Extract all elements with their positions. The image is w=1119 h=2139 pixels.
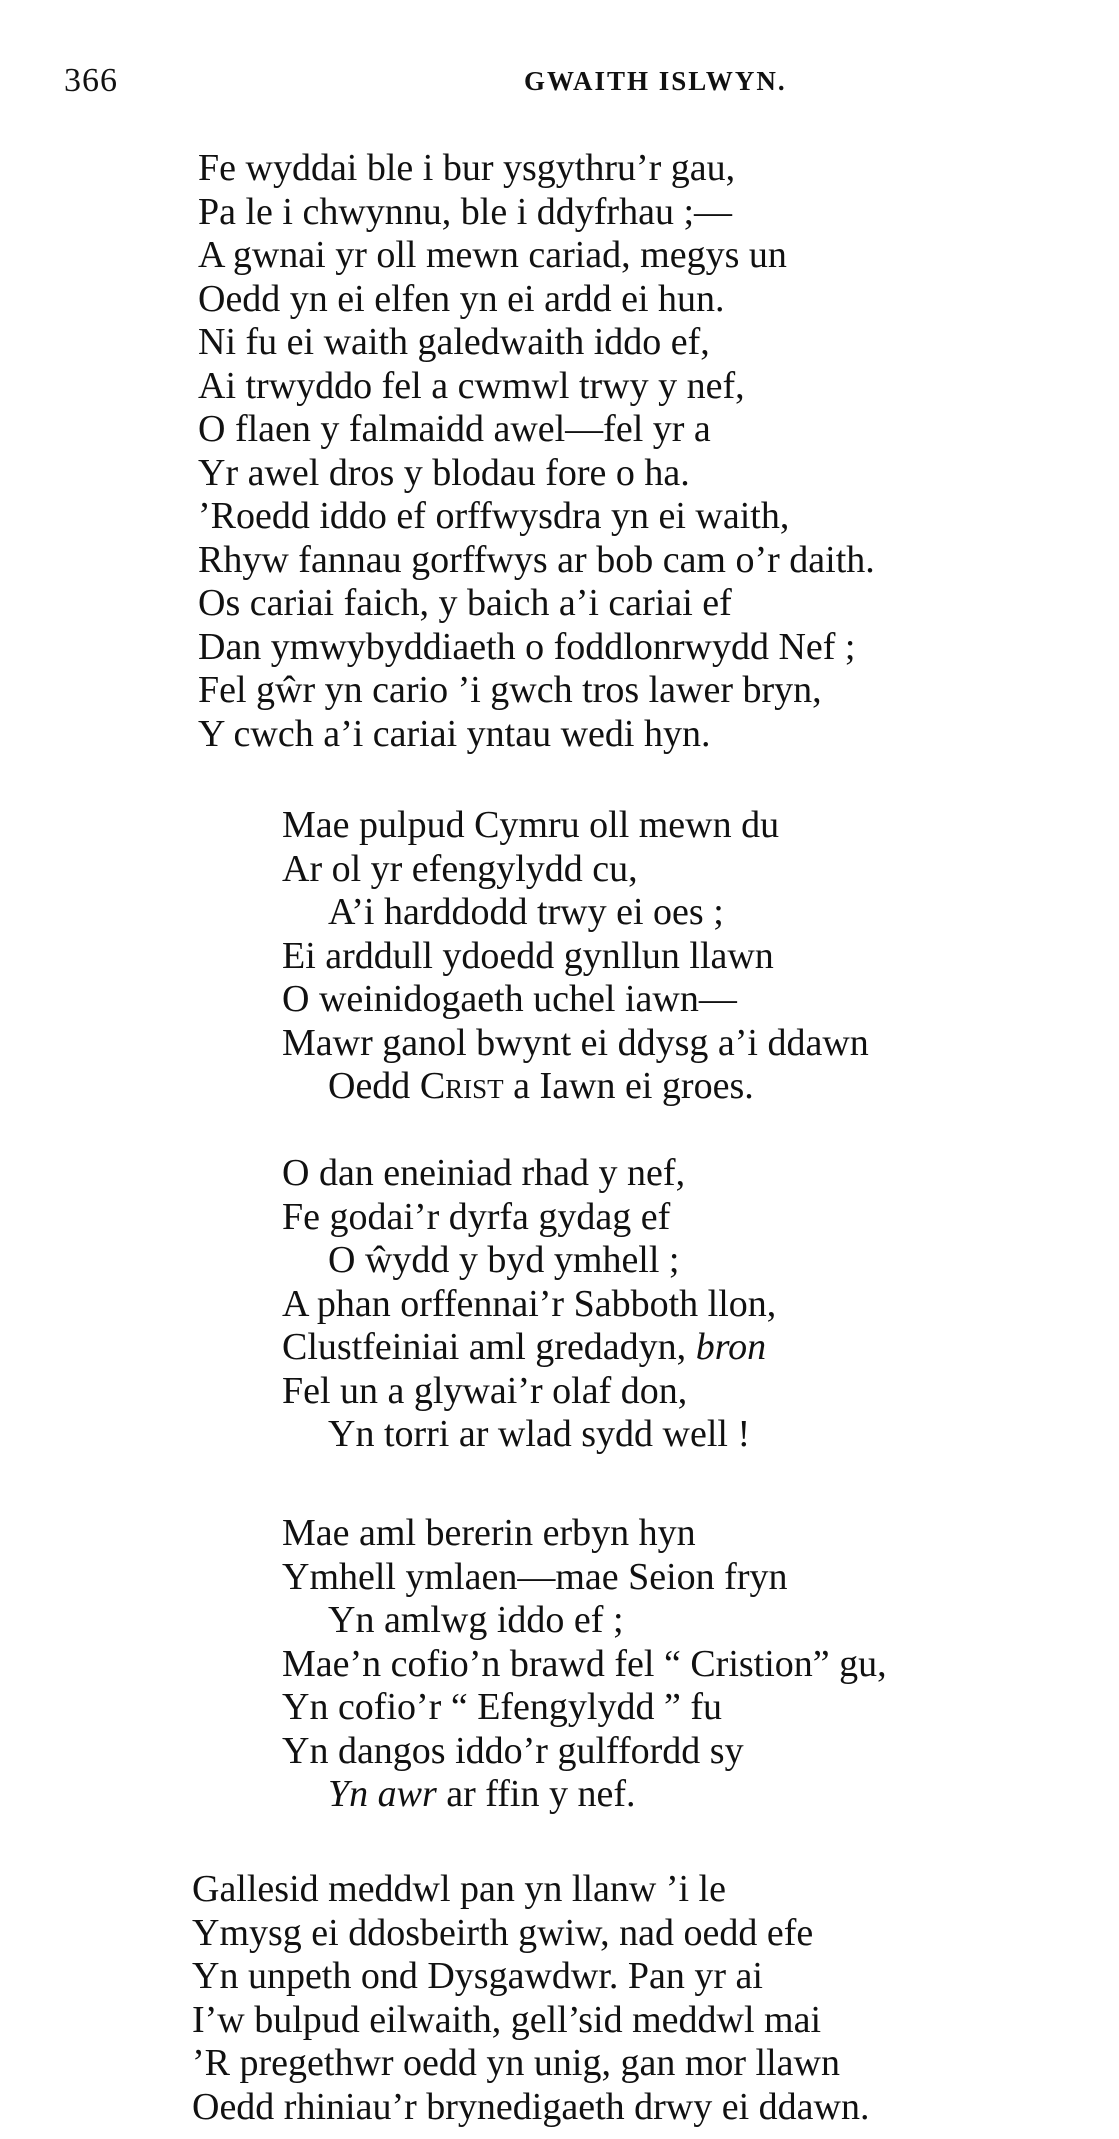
verse-line: Ar ol yr efengylydd cu, bbox=[282, 847, 638, 890]
verse-line: Os cariai faich, y baich a’i cariai ef bbox=[198, 582, 732, 624]
page-number: 366 bbox=[64, 62, 118, 99]
italic-word: Yn awr bbox=[328, 1773, 437, 1815]
verse-line-indented bbox=[282, 1065, 869, 1109]
verse-line-indented: Yn torri ar wlad sydd well ! bbox=[328, 1413, 751, 1455]
verse-line: ’Roedd iddo ef orffwysdra yn ei waith, bbox=[198, 495, 790, 537]
stanza-1 bbox=[282, 804, 869, 1109]
line-text: Clustfeiniai aml gredadyn, bbox=[282, 1326, 696, 1368]
verse-line: Fe wyddai ble i bur ysgythru’r gau, bbox=[198, 147, 736, 189]
verse-line: Fel un a glywai’r olaf don, bbox=[282, 1369, 688, 1412]
verse-line: ’R pregethwr oedd yn unig, gan mor llawn bbox=[192, 2042, 840, 2084]
verse-line: Mae’n cofio’n brawd fel “ Cristion” gu, bbox=[282, 1642, 887, 1685]
verse-line: Oedd yn ei elfen yn ei ardd ei hun. bbox=[198, 277, 725, 320]
stanza-3 bbox=[282, 1512, 887, 1817]
verse-line: Ymhell ymlaen—mae Seion fryn bbox=[282, 1555, 788, 1598]
verse-line: Rhyw fannau gorffwys ar bob cam o’r daith. bbox=[198, 538, 875, 581]
verse-line bbox=[282, 1326, 776, 1370]
stanza-2 bbox=[282, 1152, 776, 1457]
verse-line: I’w bulpud eilwaith, gell’sid meddwl mai bbox=[192, 1998, 822, 2041]
verse-line-indented: A’i harddodd trwy ei oes ; bbox=[328, 891, 724, 933]
verse-line: O flaen y falmaidd awel—fel yr a bbox=[198, 408, 711, 450]
verse-line: Ei arddull ydoedd gynllun llawn bbox=[282, 934, 774, 977]
verse-line: O dan eneiniad rhad y nef, bbox=[282, 1152, 686, 1194]
verse-line: Y cwch a’i cariai yntau wedi hyn. bbox=[198, 712, 711, 755]
verse-line: Oedd rhiniau’r brynedigaeth drwy ei ddawn. bbox=[192, 2085, 870, 2128]
small-caps-word: Crist bbox=[419, 1065, 504, 1107]
verse-line: Mae pulpud Cymru oll mewn du bbox=[282, 804, 780, 846]
verse-line: Mawr ganol bwynt ei ddysg a’i ddawn bbox=[282, 1021, 869, 1064]
line-text: ar ffin y nef. bbox=[436, 1773, 636, 1815]
verse-line: Ni fu ei waith galedwaith iddo ef, bbox=[198, 321, 710, 363]
verse-line: Ymysg ei ddosbeirth gwiw, nad oedd efe bbox=[192, 1911, 814, 1954]
verse-line-indented: O ŵydd y byd ymhell ; bbox=[328, 1239, 680, 1281]
verse-line-indented bbox=[282, 1773, 887, 1817]
verse-line: Yn dangos iddo’r gulffordd sy bbox=[282, 1729, 744, 1772]
verse-line: Pa le i chwynnu, ble i ddyfrhau ;— bbox=[198, 190, 733, 233]
verse-line: Dan ymwybyddiaeth o foddlonrwydd Nef ; bbox=[198, 625, 856, 668]
verse-paragraph-1 bbox=[198, 147, 875, 756]
verse-line: A gwnai yr oll mewn cariad, megys un bbox=[198, 234, 787, 276]
verse-line: Fe godai’r dyrfa gydag ef bbox=[282, 1195, 671, 1238]
verse-line: Yr awel dros y blodau fore o ha. bbox=[198, 451, 690, 494]
running-head: GWAITH ISLWYN. bbox=[524, 66, 787, 96]
verse-line: Yn cofio’r “ Efengylydd ” fu bbox=[282, 1686, 723, 1728]
verse-paragraph-2 bbox=[192, 1868, 869, 2129]
verse-line-indented: Yn amlwg iddo ef ; bbox=[328, 1599, 624, 1641]
page-header bbox=[0, 62, 1119, 102]
line-text: Oedd bbox=[328, 1065, 420, 1107]
verse-line: Gallesid meddwl pan yn llanw ’i le bbox=[192, 1868, 726, 1910]
verse-line: Fel gŵr yn cario ’i gwch tros lawer bryn, bbox=[198, 669, 822, 711]
verse-line: Ai trwyddo fel a cwmwl trwy y nef, bbox=[198, 364, 745, 407]
verse-line: O weinidogaeth uchel iawn— bbox=[282, 978, 737, 1020]
italic-word: bron bbox=[695, 1326, 767, 1368]
verse-line: A phan orffennai’r Sabboth llon, bbox=[282, 1282, 777, 1325]
verse-line: Mae aml bererin erbyn hyn bbox=[282, 1512, 696, 1554]
verse-line: Yn unpeth ond Dysgawdwr. Pan yr ai bbox=[192, 1955, 763, 1997]
line-text: a Iawn ei groes. bbox=[503, 1065, 754, 1107]
